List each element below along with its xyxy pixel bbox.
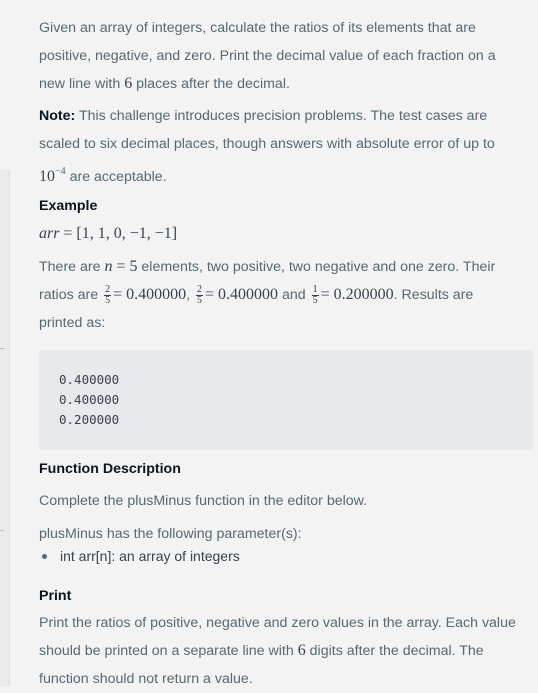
intro-line-3-pre: new line with [39,76,121,92]
n-value: = 5 [116,258,138,275]
note-power-base: 10 [39,168,55,185]
fraction-zero-value: = 0.200000 [320,286,394,303]
example-text-2-pre: ratios are [39,287,99,303]
fraction-negative [196,285,203,306]
sample-output-block [39,350,533,450]
bullet-icon [42,554,47,559]
arr-value: = [1, 1, 0, −1, −1] [63,225,178,242]
note-label: Note: [39,108,76,124]
print-line-1: Print the ratios of positive, negative and zero values in the array. Each value [39,615,516,631]
note-paragraph [39,102,495,191]
parameter-list-item [39,548,240,564]
example-line-1 [39,253,533,281]
note-line-1-text: This challenge introduces precision problems. The test cases are [78,108,488,124]
intro-line-2: positive, negative, and zero. Print the decimal value of each fraction on a [39,48,496,64]
parameter-text: int arr[n]: an array of integers [60,548,240,564]
fraction-positive-value: = 0.400000 [113,286,187,303]
parameters-intro: plusMinus has the following parameter(s): [39,526,302,542]
print-line-3: function should not return a value. [39,671,253,687]
example-line-3: printed as: [39,315,106,331]
fraction-numerator: 1 [312,283,318,295]
edge-tick [0,348,4,349]
fraction-numerator: 2 [197,283,203,295]
fraction-denominator: 5 [105,294,111,306]
fraction-numerator: 2 [105,283,111,295]
intro-line-3 [39,70,496,98]
note-line-3 [39,158,495,191]
example-array [39,220,177,248]
example-line-2 [39,281,533,309]
intro-digit-count: 6 [124,75,133,92]
note-line-1 [39,102,495,130]
print-paragraph [39,609,533,693]
fraction-positive [104,285,111,306]
print-line-2-pre: should be printed on a separate line with [39,643,294,659]
and-word: and [282,287,306,303]
fraction-denominator: 5 [312,294,318,306]
output-lines [59,370,513,430]
example-text-1-pre: There are [39,259,101,275]
note-line-2: scaled to six decimal places, though answers with absolute error of up to [39,136,495,152]
output-line: 0.200000 [59,412,120,427]
intro-line-3-post: places after the decimal. [136,76,290,92]
example-explanation [39,253,533,337]
intro-paragraph [39,14,496,98]
fraction-negative-value: = 0.400000 [205,286,279,303]
output-line: 0.400000 [59,372,120,387]
print-line-2 [39,637,533,665]
note-line-3-post: are acceptable. [69,169,167,185]
note-power-exponent: −4 [55,166,66,177]
example-text-2-post: . Results are [393,287,474,303]
comma: , [186,287,191,303]
n-variable: n [104,258,113,275]
print-line-2-post: digits after the decimal. The [309,643,484,659]
example-text-1-post: elements, two positive, two negative and one zero. Their [141,259,496,275]
edge-tick [0,530,4,531]
function-description-heading: Function Description [39,461,181,477]
fraction-denominator: 5 [197,294,203,306]
print-heading: Print [39,588,72,604]
print-digit-count: 6 [297,642,306,659]
function-description-text: Complete the plusMinus function in the editor below. [39,493,368,509]
fraction-zero [312,285,319,306]
output-line: 0.400000 [59,392,120,407]
arr-variable: arr [39,225,60,242]
editor-panel-edge [0,170,10,686]
intro-line-1: Given an array of integers, calculate the ratios of its elements that are [39,20,476,36]
example-heading: Example [39,198,98,214]
